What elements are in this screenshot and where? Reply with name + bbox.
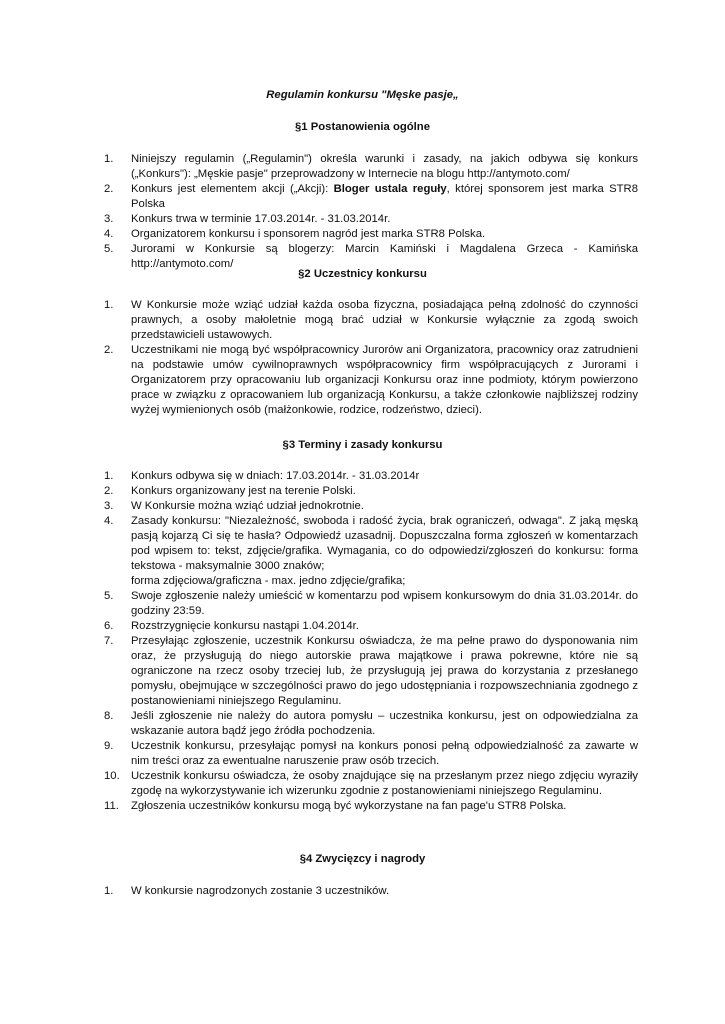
item-number: 3. (104, 500, 114, 512)
item-number: 4. (104, 228, 114, 240)
item-text: W Konkursie może wziąć udział każda osoba fizyczna, posiadająca pełną zdolność do czynności prawnych, a osoby małoletnie mogą brać udział w Konkursie wyłącznie za zgodą swoich przedstawicieli ustawowych. (131, 299, 638, 341)
list-item (104, 589, 638, 619)
section-3-list (104, 469, 638, 814)
item-text: Niniejszy regulamin („Regulamin") określa warunki i zasady, na jakich odbywa się konkurs („Konkurs"): „Męskie pasje" przeprowadzony w Internecie na blogu http://antymoto.com/ (131, 153, 638, 180)
item-number: 1. (104, 885, 114, 897)
item-number: 5. (104, 243, 114, 255)
list-item (104, 709, 638, 739)
item-text-pre: Konkurs jest elementem akcji („Akcji): (131, 183, 334, 195)
item-text: Konkurs organizowany jest na terenie Polski. (131, 485, 356, 497)
item-text: Jeśli zgłoszenie nie należy do autora pomysłu – uczestnika konkursu, jest on odpowiedzialna za wskazanie autora bądź jego źródła pochodzenia. (131, 710, 638, 737)
item-text-extra: forma zdjęciowa/graficzna - max. jedno zdjęcie/grafika; (131, 575, 406, 587)
item-text-post: , której sponsorem jest marka STR8 Polska (131, 183, 638, 210)
list-item (104, 298, 638, 343)
item-text: Konkurs trwa w terminie 17.03.2014r. - 31.03.2014r. (131, 213, 391, 225)
list-item (104, 343, 638, 418)
section-4-list (104, 884, 638, 899)
item-number: 8. (104, 710, 114, 722)
list-item (104, 182, 638, 212)
item-text: Uczestnikami nie mogą być współpracownicy Jurorów ani Organizatora, pracownicy oraz zatrudnieni na podstawie umów cywilnoprawnych współpracownicy firm współpracujących z Jurorami i Organizatorem przy opracowaniu lub organizacji Konkursu oraz inne podmioty, którym powierzono prace w związku z opracowaniem lub organizacją Konkursu, a także członkowie najbliższej rodziny wyżej wymienionych osób (małżonkowie, rodzice, rodzeństwo, dzieci). (131, 344, 638, 416)
campaign-name: Bloger ustala reguły (333, 183, 447, 195)
item-number: 1. (104, 470, 114, 482)
list-item (104, 634, 638, 709)
item-number: 3. (104, 213, 114, 225)
list-item (104, 227, 638, 242)
item-number: 1. (104, 153, 114, 165)
item-number: 1. (104, 299, 114, 311)
list-item (104, 469, 638, 484)
item-number: 10. (104, 770, 120, 782)
item-number: 2. (104, 344, 114, 356)
item-number: 9. (104, 740, 114, 752)
list-item (104, 499, 638, 514)
item-text: W Konkursie można wziąć udział jednokrotnie. (131, 500, 364, 512)
list-item (104, 769, 638, 799)
item-number: 2. (104, 183, 114, 195)
item-text: Przesyłając zgłoszenie, uczestnik Konkursu oświadcza, że ma pełne prawo do dysponowania nim oraz, że przysługują do niego autorskie prawa majątkowe i prawa pokrewne, które nie są ograniczone na rzecz osoby trzeciej lub, że przysługują jej prawa do korzystania z przesłanego pomysłu, obejmujące w szczególności prawo do jego udostępniania i rozpowszechniania zgodnego z postanowieniami niniejszego Regulaminu. (131, 635, 638, 707)
list-item (104, 484, 638, 499)
item-text: Organizatorem konkursu i sponsorem nagród jest marka STR8 Polska. (131, 228, 486, 240)
item-text: Jurorami w Konkursie są blogerzy: Marcin Kamiński i Magdalena Grzeca - Kamińska http://antymoto.com/ (131, 243, 638, 270)
item-number: 4. (104, 515, 114, 527)
item-number: 6. (104, 620, 114, 632)
list-item (104, 514, 638, 589)
item-text: Konkurs odbywa się w dniach: 17.03.2014r. - 31.03.2014r (131, 470, 420, 482)
item-number: 11. (104, 800, 119, 812)
item-number: 5. (104, 590, 114, 602)
item-text: Uczestnik konkursu, przesyłając pomysł na konkurs ponosi pełną odpowiedzialność za zawarte w nim treści oraz za ewentualne naruszenie praw osób trzecich. (131, 740, 638, 767)
item-text: W konkursie nagrodzonych zostanie 3 uczestników. (131, 885, 390, 897)
item-text: Swoje zgłoszenie należy umieścić w komentarzu pod wpisem konkursowym do dnia 31.03.2014r. do godziny 23:59. (131, 590, 638, 617)
section-2-list (104, 298, 638, 418)
list-item (104, 152, 638, 182)
item-number: 7. (104, 635, 114, 647)
section-4-heading: §4 Zwycięzcy i nagrody (299, 853, 426, 865)
item-number: 2. (104, 485, 114, 497)
list-item (104, 739, 638, 769)
section-1-heading: §1 Postanowienia ogólne (295, 121, 430, 133)
list-item (104, 212, 638, 227)
item-text: Zasady konkursu: "Niezależność, swoboda i radość życia, brak ograniczeń, odwaga". Z jaką męską pasją kojarzą Ci się te hasła? Odpowiedź uzasadnij. Dopuszczalna forma zgłoszeń w komentarzach pod wpisem to: tekst, zdjęcie/grafika. Wymagania, co do odpowiedzi/zgłoszeń do konkursu: forma tekstowa - maksymalnie 3000 znaków; (131, 515, 638, 572)
item-text: Uczestnik konkursu oświadcza, że osoby znajdujące się na przesłanym przez niego zdjęciu wyraziły zgodę na wykorzystywanie ich wizerunku zgodnie z postanowieniami niniejszego Regulaminu. (131, 770, 638, 797)
document-title: Regulamin konkursu "Męske pasje„ (266, 89, 459, 101)
list-item (104, 619, 638, 634)
section-3-heading: §3 Terminy i zasady konkursu (282, 439, 443, 451)
item-text: Rozstrzygnięcie konkursu nastąpi 1.04.2014r. (131, 620, 359, 632)
section-2-heading: §2 Uczestnicy konkursu (298, 268, 427, 280)
item-text: Zgłoszenia uczestników konkursu mogą być wykorzystane na fan page'u STR8 Polska. (131, 800, 567, 812)
list-item (104, 884, 638, 899)
section-1-list (104, 152, 638, 272)
list-item (104, 799, 638, 814)
